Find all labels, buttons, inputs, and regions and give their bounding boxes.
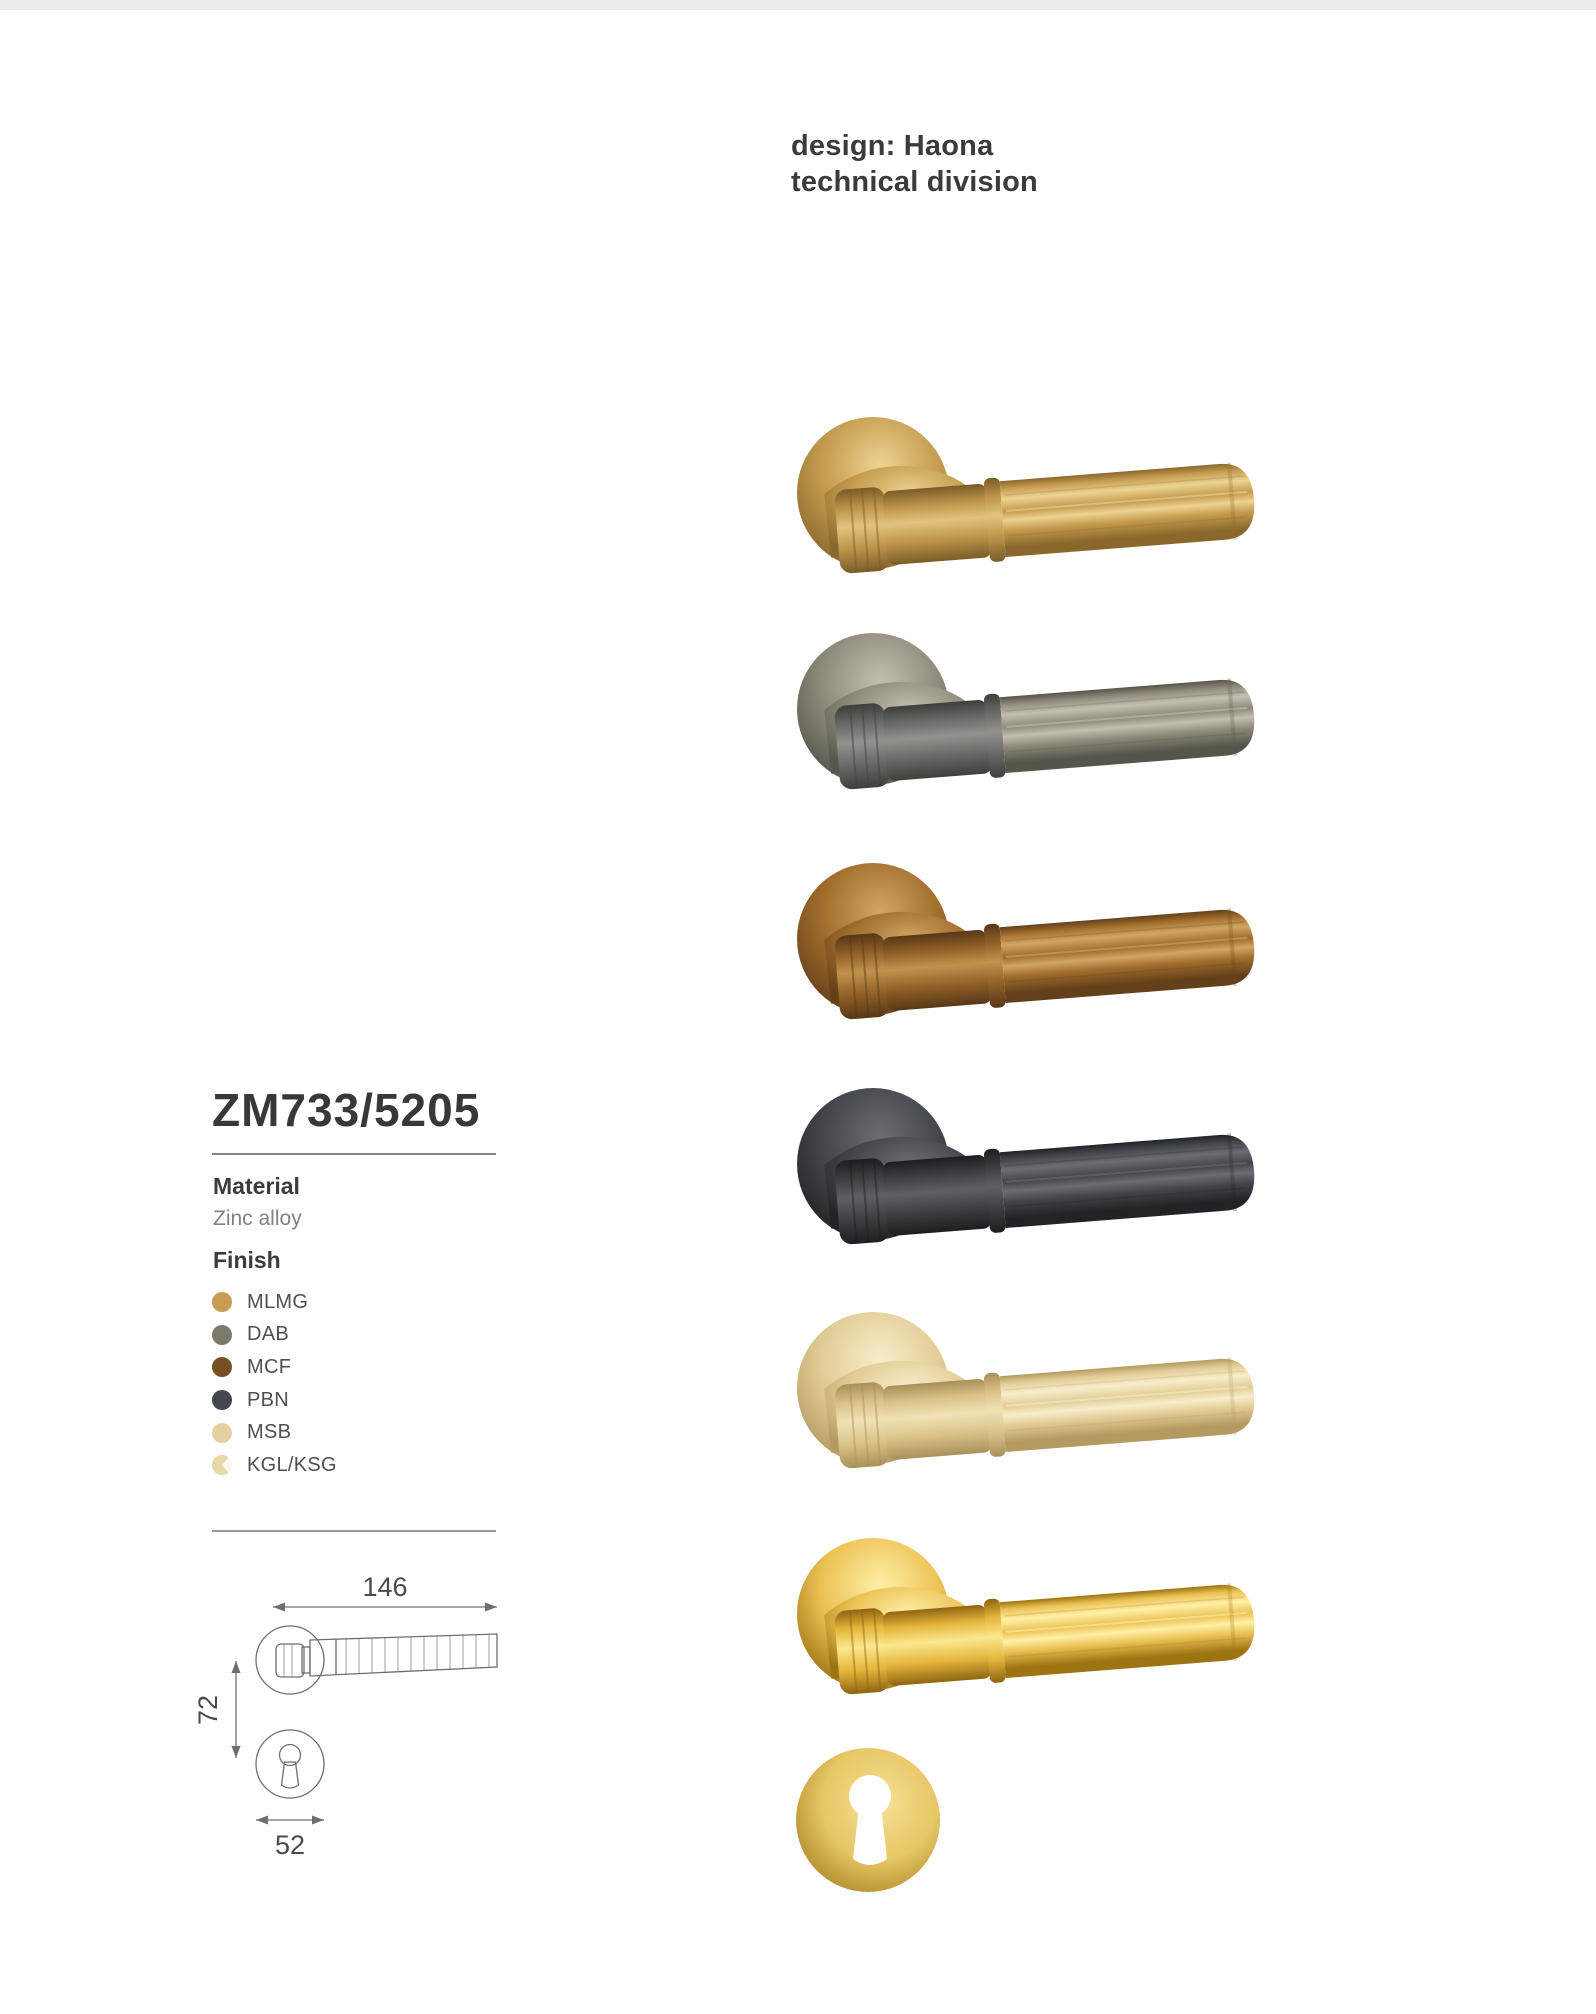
finish-option-label: PBN <box>247 1388 290 1411</box>
lever-handle-image <box>793 850 1263 1020</box>
finish-list <box>212 1286 337 1482</box>
handle-photo-mlmg <box>793 404 1263 574</box>
finish-option-label: MSB <box>247 1421 292 1444</box>
handle-photo-mcf <box>793 850 1263 1020</box>
finish-option-mcf <box>212 1351 337 1384</box>
page-edge-strip <box>0 0 1596 10</box>
finish-swatch-icon <box>212 1455 232 1475</box>
divider-top <box>212 1153 496 1155</box>
design-credit-line1: design: Haona <box>791 130 994 162</box>
finish-swatch-icon <box>212 1423 232 1443</box>
design-credit <box>791 128 1038 200</box>
finish-option-mlmg <box>212 1286 337 1319</box>
finish-option-kgl-ksg <box>212 1449 337 1482</box>
finish-swatch-icon <box>212 1390 232 1410</box>
design-credit-line2: technical division <box>791 166 1038 198</box>
handle-photo-dab <box>793 620 1263 790</box>
product-code: ZM733/5205 <box>212 1084 481 1136</box>
finish-label: Finish <box>213 1247 281 1273</box>
lever-handle-image <box>793 1075 1263 1245</box>
lever-handle-image <box>793 620 1263 790</box>
finish-option-pbn <box>212 1384 337 1417</box>
keyhole-escutcheon-image <box>793 1746 943 1896</box>
finish-option-label: KGL/KSG <box>247 1453 337 1476</box>
dimension-length-value: 146 <box>362 1572 408 1602</box>
material-label: Material <box>213 1173 300 1199</box>
finish-option-label: DAB <box>247 1323 290 1346</box>
handle-photo-kgl <box>793 1525 1263 1695</box>
finish-option-msb <box>212 1416 337 1449</box>
dimension-rose-value: 52 <box>274 1830 306 1860</box>
divider-bottom <box>212 1530 496 1532</box>
finish-option-dab <box>212 1319 337 1352</box>
finish-swatch-icon <box>212 1357 232 1377</box>
technical-drawing <box>160 1558 520 1890</box>
handle-photo-msb <box>793 1299 1263 1469</box>
lever-handle-image <box>793 404 1263 574</box>
handle-photo-pbn <box>793 1075 1263 1245</box>
dimension-height-value: 72 <box>193 1694 223 1726</box>
finish-swatch-icon <box>212 1292 232 1312</box>
finish-option-label: MLMG <box>247 1290 309 1313</box>
material-value: Zinc alloy <box>213 1207 302 1230</box>
lever-handle-image <box>793 1525 1263 1695</box>
escutcheon-photo-kgl <box>793 1746 943 1896</box>
finish-option-label: MCF <box>247 1355 292 1378</box>
finish-swatch-icon <box>212 1325 232 1345</box>
lever-handle-image <box>793 1299 1263 1469</box>
